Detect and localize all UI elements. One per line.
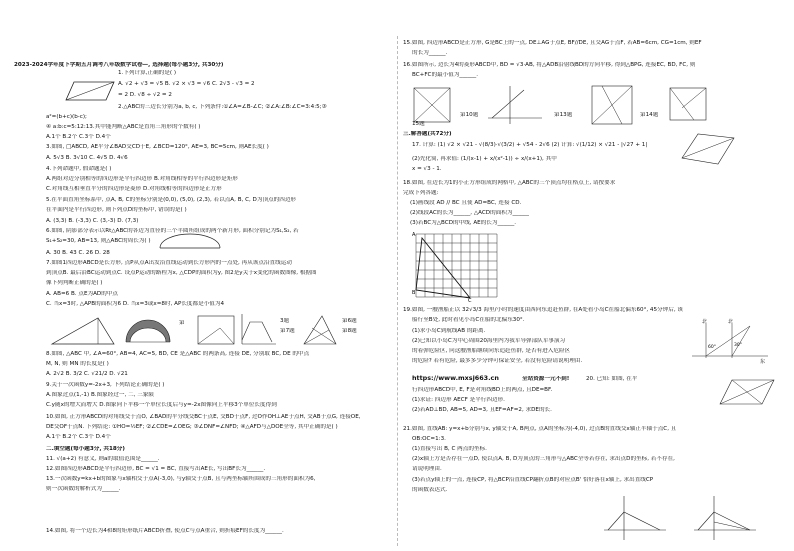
question-7b: 到顶点B. 最后沿BC运动到点C. 设点P运动的路程为x, △CDP的面积为y, 图2是y关于x变化的函数图像, 根据图 [46, 270, 317, 276]
question-11: 11. √(a+2) 有意义, 则a的取值范围是______. [46, 456, 160, 462]
figure-q13-graph [484, 84, 546, 126]
question-21-5: 的函数表达式. [412, 487, 448, 493]
figure-q7-rectangle [194, 312, 238, 348]
figure-q18-grid [412, 230, 504, 302]
angle-60-label: 60° [708, 345, 716, 350]
figure-q3-parallelogram [60, 78, 118, 106]
angle-30-label: 30° [734, 343, 742, 348]
question-1: 1.下列计算,正确的是( ) [118, 70, 177, 76]
figure-q3-triangle [48, 312, 118, 348]
question-2c: ④ a:b:c=5:12:13.其中能判断△ABC是直角三角形的个数有( ) [46, 124, 201, 130]
question-3-options: A. 5√3 B. 3√10 C. 4√5 D. 4√6 [46, 155, 128, 161]
question-16: 16.如图所示, 边长为4的菱形ABCD中, BD = √3·AB, 将△ADB沿射线BD的方向平移, 得到△BPG, 连接EC, BD, FC, 则 [403, 62, 696, 68]
question-19: 19.如图, 一艘渔船正以 32√3/3 海里/小时的速度由西向东追赶鱼群, 在A处看小岛C在船北偏东60°, 45分钟后, 该 [403, 307, 683, 313]
figure-q21-graph-1 [600, 494, 670, 542]
section-2-heading: 二.填空题(每小题3分, 共18分) [46, 446, 125, 452]
question-21-4: (3)若点y轴上的一点, 连接CP, 将△BCP沿直线CP翻折点B的对应点B' 恰好落在x轴上, 求出直线CP [412, 477, 654, 483]
question-13b: 则一次函数的解析式为______. [46, 486, 121, 492]
question-6b: S₁+S₂=30, AB=13, 则△ABC的周长为( ) [46, 238, 151, 244]
question-17c: x = √3 - 1. [412, 166, 442, 172]
question-4b: C.对角线互相垂直平分的四边形是菱形 D.对角线相等的四边形是正方形 [46, 186, 222, 192]
exam-title: 2023-2024学年度下学期五月调考八年级数学试卷—, 选择题(每小题3分, 共30分) [14, 62, 224, 68]
watermark-url: https://www.mxsj663.cn [412, 375, 499, 382]
figure-label-14: 第14题 [640, 112, 659, 118]
question-19b: 船行至B处, 此时看见小岛C在船的北偏东30°. [412, 317, 525, 323]
figure-label-7: 第7题 [280, 328, 295, 334]
figure-q20-parallelogram [716, 374, 778, 410]
north-label-2: 北 [728, 319, 734, 325]
figure-label-15: 15题 [412, 121, 425, 127]
question-5: 5.在平面直角坐标系中, 点A, B, C的坐标分别是(0,0), (5,0), (2,3), 若以点A, B, C, D为顶点的四边形 [46, 197, 297, 203]
east-label: 东 [760, 359, 766, 364]
question-13: 13.一次函数y=kx+b的图象与x轴相交于点A(-3,0), 与y轴交于点B, 且与两坐标轴所围成的三角形的面积为6, [46, 476, 316, 482]
question-2-options: A.1个 B.2个 C.3个 D.4个 [46, 134, 111, 140]
figure-q21-graph-2 [690, 494, 760, 542]
figure-q15-square [664, 84, 716, 124]
question-18b: 完成下列各题: [403, 190, 439, 196]
question-5-options: A. (3,3) B. (-3,3) C. (3,-3) D. (7,3) [46, 218, 139, 224]
question-5b: 在平面内是平行四边形, 则下列点D的坐标中, 错误的是( ) [46, 207, 187, 213]
figure-q14-fold [588, 82, 636, 128]
question-1-options-2: = 2 D. √8 ÷ √2 = 2 [118, 92, 172, 98]
figure-q16-rhombus [678, 128, 738, 170]
question-18-3: (3)若BC为△BCD的中线, AE的长为______. [410, 220, 517, 226]
question-18-1: (1)画线段 AD // BC 且使 AD=BC, 连接 CD. [410, 200, 522, 206]
question-20d: (2)若AD⊥BD, AB=5, AD=3, 且EF=AF=2, 求DE的长. [412, 407, 552, 413]
figure-label-3: 3题 [280, 318, 290, 324]
question-19f: 的危险? 若有危险, 最多多少分钟可保证安全, 若没有危险请说明理由. [412, 358, 583, 364]
question-17b: (2)先化简, 再求值: (1/(x-1) + x/(x²-1)) ÷ x/(x+1), 其中 [412, 156, 557, 162]
question-7c: 像下列判断正确的是( ) [46, 280, 103, 286]
figure-q19-ship [688, 318, 772, 364]
question-7-options-2: C. 当x=3时, △APB的面积为6 D. 当x=3或x=8时, AP长度都是小值为4 [46, 301, 225, 307]
question-1-options: A. √2 + √3 = √5 B. √2 × √3 = √6 C. 2√3 - √3 = 2 [118, 81, 255, 87]
question-21-3: 请说明理由. [412, 466, 442, 472]
question-6: 6.如图, 阴影部分表示以Rt△ABC的各边为直径的三个半圆所组成的两个新月形, 面积分别记为S₁,S₂, 若 [46, 228, 299, 234]
question-9a: A.图象过点(1,-1) B.图象经过一, 二, 三象限 [46, 392, 155, 398]
question-4a: A.两组对边分别相等的四边形是平行四边形 B.对角线相等的平行四边形是矩形 [46, 176, 238, 182]
question-17: 17. 计算: (1) √2 × √21 - √(8/3)·√(3/2) + √54 - 2√6 (2) 计算: √(1/12) × √21 - |√27 + 1| [412, 142, 648, 148]
figure-q6-semicircles [150, 230, 230, 252]
figure-q7-graph [238, 312, 278, 348]
question-18: 18.如图, 在边长为1的小正方形组成的网格中, △ABC的三个顶点均在格点上, 请按要求 [403, 180, 616, 186]
column-divider [397, 36, 398, 546]
question-18-2: (2)线段AC的长为______, △ACD的面积为______ [410, 210, 530, 216]
question-21: 21.如图, 直线AB: y=x+b分别与x, y轴交于A, B两点, 点A的坐标为(-4,0), 过点B的直线交x轴正半轴于点C, 且 [403, 426, 677, 432]
question-20b: 行四边形ABCD中, E, F是对角线BD上的两点, 且DE=BF. [412, 387, 553, 393]
question-16b: BC+FC的最小值为______. [412, 72, 478, 78]
question-21-1: (1)直接写出 B, C 两点的坐标. [412, 446, 487, 452]
question-15: 15.如图, 四边形ABCD是正方形, G是BC上的一点, DE⊥AG于点E, BF//DE, 且交AG于点F, 若AB=6cm, CG=1cm, 则EF [403, 40, 702, 46]
question-8-options: A. 2√2 B. 3/2 C. √21/2 D. √21 [46, 371, 128, 377]
question-21b: OB:OC=1:3. [412, 436, 446, 442]
question-19d: (2)已知以小岛C为中心周围20海里内为我军导弹部队军事演习 [412, 338, 566, 344]
question-2b: a²=(b+c)(b-c); [46, 114, 87, 120]
question-8b: M, N, 则 MN 的长度是( ) [46, 361, 109, 367]
question-14: 14.如图, 将一个边长为4和8的矩形纸片ABCD折叠, 使点C与点A重合, 则折痕EF的长度为______. [46, 528, 284, 534]
section-3-heading: 三.解答题(共72分) [403, 131, 452, 137]
question-9b: C.y随x的增大而增大 D.图象向下平移一个单位长度后与y=-2x图像向上平移3个单位长度得到 [46, 402, 277, 408]
question-10-options: A.1个 B.2个 C.3个 D.4个 [46, 434, 111, 440]
question-19e: 的着弹危险区, 问这艘渔船继续向东追赶鱼群, 是否有进入危险区 [412, 348, 571, 354]
question-12: 12.如图四边形ABCD是平行四边形, BC = √1 = BC, 直接写出AE长, 写出BF长为______. [46, 466, 266, 472]
figure-label-13: 第13题 [554, 112, 573, 118]
question-7-options-1: A. AB=6 B. 点E为AD的中点 [46, 291, 119, 297]
question-10: 10.如图, 正方形ABCD的对角线交于点O, ∠BAD的平分线交BC于点E, 交BD于点F, 过O作OH⊥AE于点H, 交AB于点G, 连接OE, [46, 414, 361, 420]
question-20c: (1)求证: 四边形 AECF 是平行四边形. [412, 397, 505, 403]
question-4: 4.下列命题中, 假命题是( ) [46, 166, 112, 172]
svg-text:A: A [412, 232, 416, 238]
figure-label-10: 第10题 [460, 112, 479, 118]
svg-text:B: B [412, 290, 416, 296]
figure-q8-triangle [300, 312, 340, 348]
watermark-note: 全站资源一元不到! [522, 376, 570, 382]
question-6-options: A. 30 B. 43 C. 26 D. 28 [46, 250, 110, 256]
question-21-2: (2)x轴上方是否存在一点D, 使以点A, B, D为顶点的三角形与△ABC全等若存在, 求出点D的坐标, 若不存在, [412, 456, 675, 462]
north-label: 北 [702, 319, 708, 325]
figure-label-6: 第6题 [342, 318, 357, 324]
question-20: 20. 已知: 如图, 在平 [586, 376, 638, 382]
question-15b: 的长为______. [412, 50, 448, 56]
question-2: 2.△ABC的三边长分别为a, b, c, 下列条件:①∠A=∠B-∠C; ②∠A:∠B:∠C=3:4:5;③ [118, 104, 327, 110]
figure-q10-square [408, 84, 458, 126]
figure-label-prefix: 第 [179, 320, 185, 326]
question-7: 7.如图1四边形ABCD是长方形, 点P从点A出发沿直线运动到长方形内的一点处, 再从该点沿直线运动 [46, 260, 292, 266]
question-19c: (1)求小岛C到航线AB 的距离. [412, 328, 486, 334]
question-9: 9.关于一次函数y=-2x+3, 下列结论正确的是( ) [46, 382, 165, 388]
svg-text:C: C [468, 298, 472, 302]
question-3: 3.如图, □ABCD, AE平分∠BAD交CD于E, ∠BCD=120°, AE=3, BC=5cm, 则AE长度( ) [46, 144, 269, 150]
question-10b: DE交OF于点N. 下列结论: ①HO=½EF; ②∠CDE=∠OEG; ③∠DNF=∠NFD; ④△AFD与△DOE全等, 其中正确的是( ) [46, 424, 338, 430]
figure-q6-moons [122, 312, 174, 348]
question-8: 8.如图, △ABC 中, ∠A=60°, AB=4, AC=5, BD, CE 是△ABC 的两条高, 连接 DE, 分别取 BC, DE 的中点 [46, 351, 310, 357]
figure-label-8: 第8题 [342, 328, 357, 334]
